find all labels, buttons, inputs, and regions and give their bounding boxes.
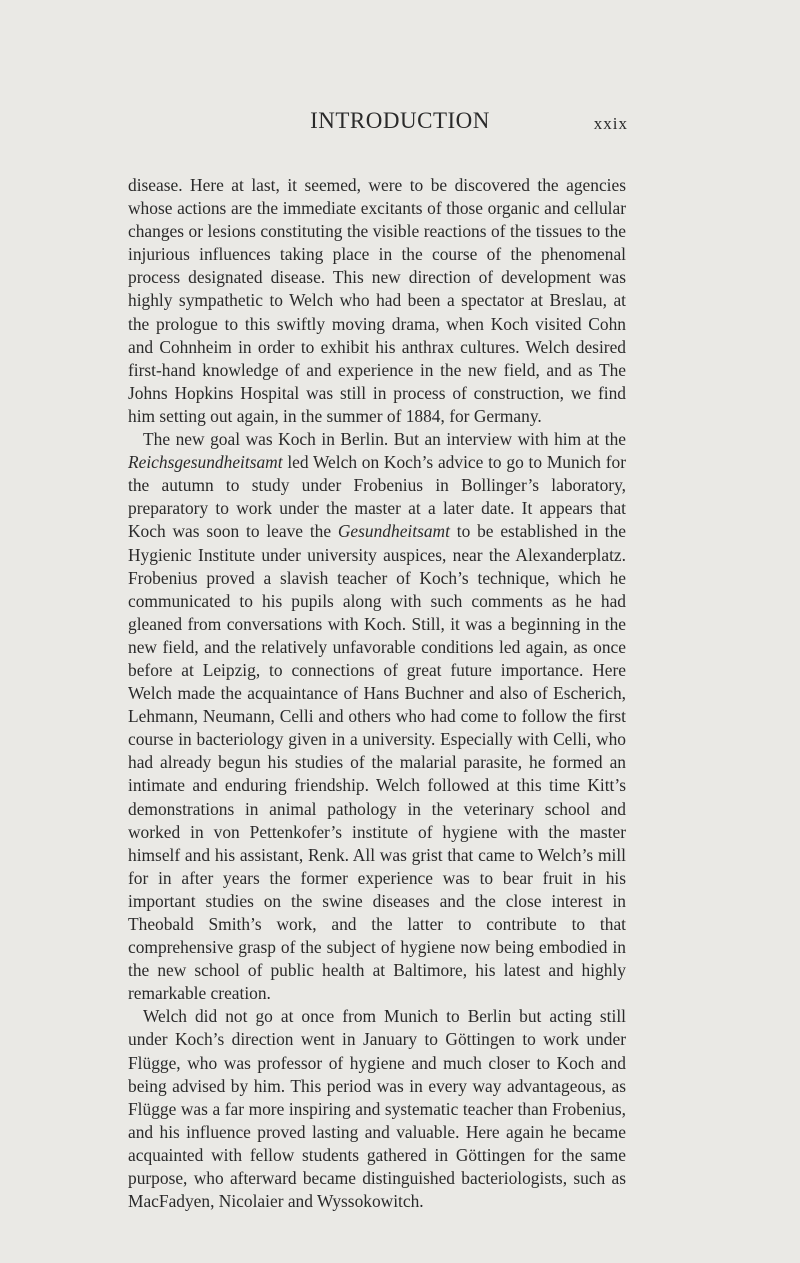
page-number: xxix bbox=[593, 114, 628, 133]
chapter-title: INTRODUCTION bbox=[310, 108, 490, 133]
text-run: disease. Here at last, it seemed, were to be discovered the agencies whose actions are the immediate excitants of those organic and cellular changes or lesions constituting the visible reactions of the tissues to the injurious influences taking place in the course of the phenomenal process designated disease. This new direction of development was highly sympathetic to Welch who had been a spectator at Breslau, at the prologue to this swiftly moving drama, when Koch visited Cohn and Cohnheim in order to exhibit his anthrax cultures. Welch desired first-hand knowledge of and experience in the new field, and as The Johns Hopkins Hospital was still in process of construction, we find him setting out again, in the summer of 1884, for Germany. bbox=[128, 175, 626, 426]
italic-term: Gesundheitsamt bbox=[337, 521, 450, 542]
text-run: led Welch on Koch’s advice to go to Munich for the autumn to study under Frobenius in Bollinger’s laboratory, preparatory to work under the master at a later date. It appears that Koch was soon to leave the bbox=[128, 452, 626, 542]
paragraph bbox=[128, 174, 626, 428]
italic-term: Reichsgesundheitsamt bbox=[128, 452, 283, 473]
paragraph bbox=[128, 428, 626, 1005]
text-run: Welch did not go at once from Munich to Berlin but acting still under Koch’s direction went in January to Göttingen to work under Flügge, who was professor of hygiene and much closer to Koch and being advised by him. This period was in every way advantageous, as Flügge was a far more inspiring and systematic teacher than Frobenius, and his influence proved lasting and valuable. Here again he became acquainted with fellow students gathered in Göttingen for the same purpose, who afterward became distinguished bacteriologists, such as MacFadyen, Nicolaier and Wyssokowitch. bbox=[128, 1006, 626, 1212]
text-run: to be established in the Hygienic Institute under university auspices, near the Alexanderplatz. Frobenius proved a slavish teacher of Koch’s technique, which he communicated to his pupils along with such comments as he had gleaned from conversations with Koch. Still, it was a beginning in the new field, and the relatively unfavorable conditions led again, as once before at Leipzig, to connections of great future importance. Here Welch made the acquaintance of Hans Buchner and also of Escherich, Lehmann, Neumann, Celli and others who had come to follow the first course in bacteriology given in a university. Especially with Celli, who had already begun his studies of the malarial parasite, he formed an intimate and enduring friendship. Welch followed at this time Kitt’s demonstrations in animal pathology in the veterinary school and worked in von Pettenkofer’s institute of hygiene with the master himself and his assistant, Renk. All was grist that came to Welch’s mill for in after years the former experience was to bear fruit in his important studies on the swine diseases and the close interest in Theobald Smith’s work, and the latter to contribute to that comprehensive grasp of the subject of hygiene now being embodied in the new school of public health at Baltimore, his latest and highly remarkable creation. bbox=[128, 521, 626, 1004]
text-run: The new goal was Koch in Berlin. But an interview with him at the bbox=[143, 429, 626, 450]
running-head bbox=[0, 108, 800, 142]
paragraph bbox=[128, 1005, 626, 1213]
body-text bbox=[128, 174, 626, 1213]
